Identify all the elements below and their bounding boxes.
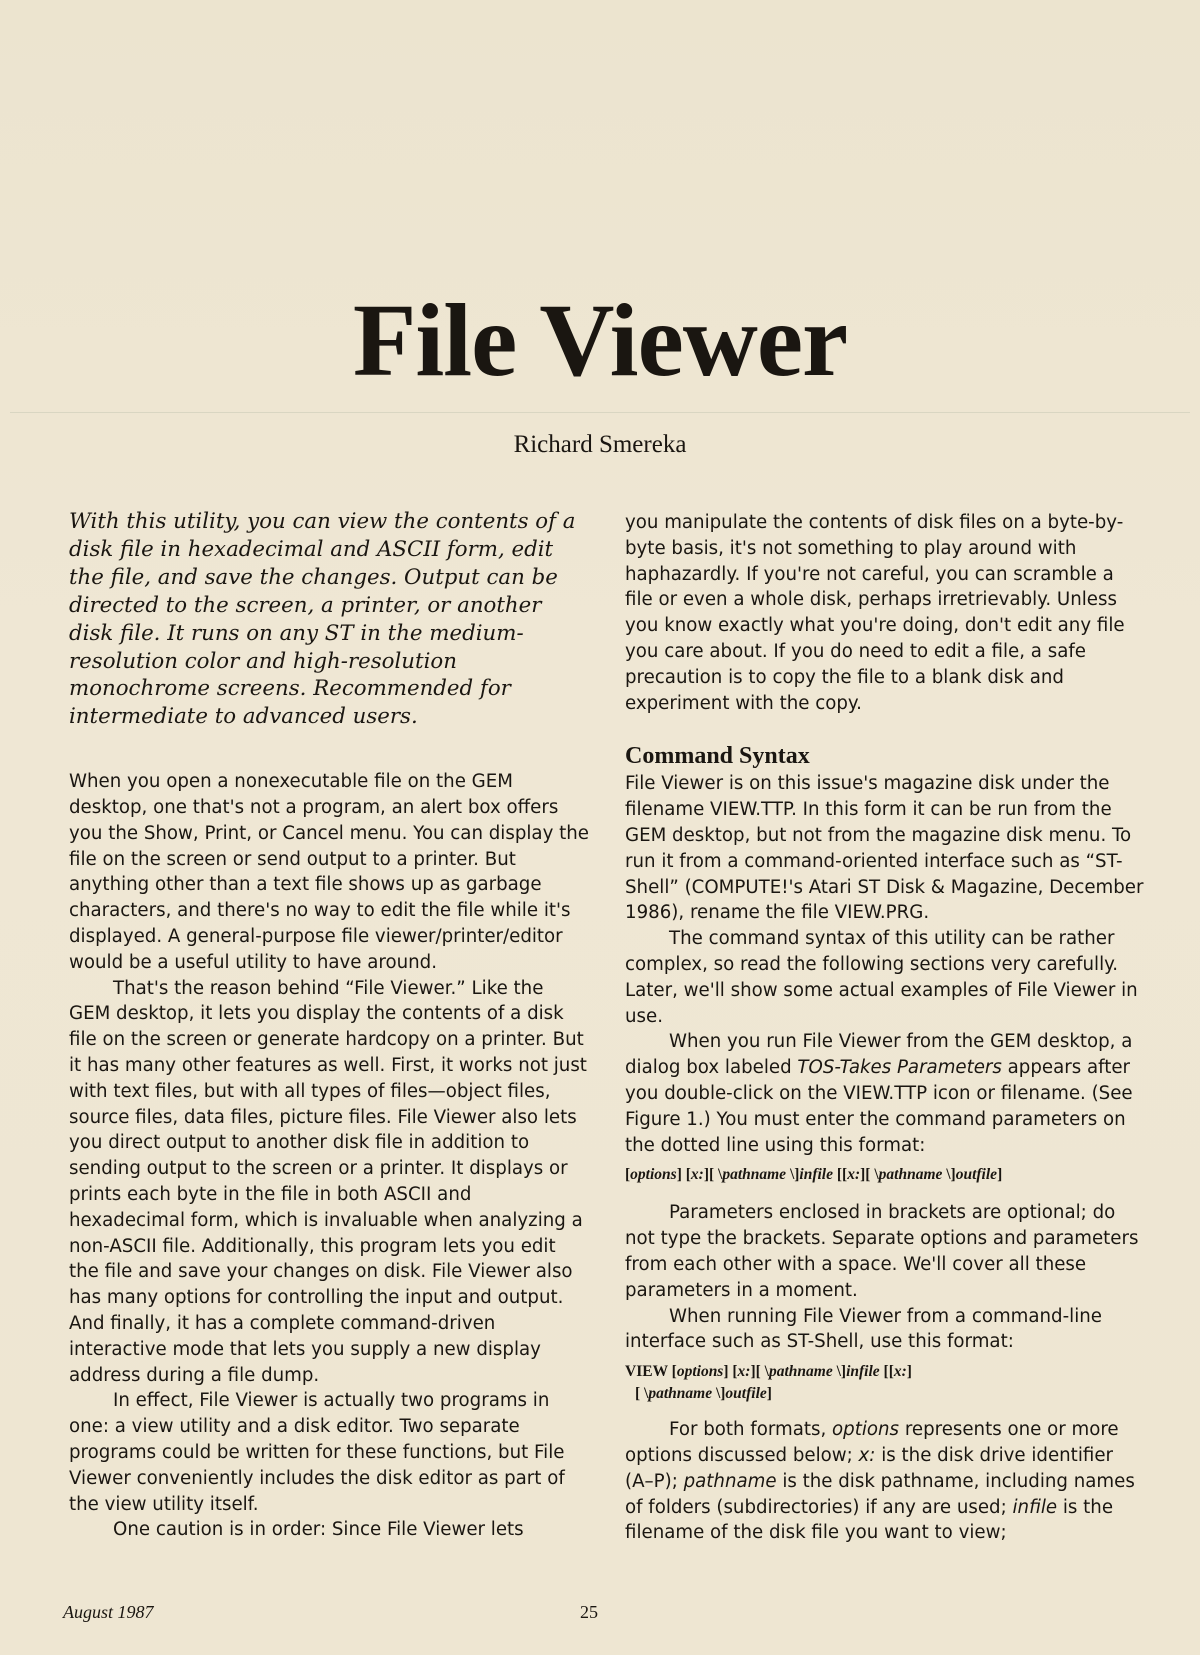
syntax-shell-format: VIEW [options] [x:][ \pathname \]infile [[x:] [ \pathname \]outfile] <box>625 1363 912 1403</box>
body-paragraph: When you run File Viewer from the GEM desktop, a dialog box labeled TOS-Takes Parameters appears after you double-click on the VIEW.TTP icon or filename. (See Figure 1.) You must enter the command parameters on the dotted line using this format: <box>625 1031 1133 1156</box>
body-paragraph: For both formats, options represents one or more options discussed below; x: is the disk drive identifier (A–P); pathname is the disk pathname, including names of folders (subdirectories) if any are used; infile is the filename of the disk file you want to view; <box>625 1419 1135 1544</box>
body-paragraph: In effect, File Viewer is actually two programs in one: a view utility and a disk editor. Two separate programs could be written for these functions, but File Viewer conveniently includes the disk editor as part of the view utility itself. <box>69 1390 565 1515</box>
left-column <box>69 508 589 1543</box>
syntax-gem-format: [options] [x:][ \pathname \]infile [[x:][ \pathname \]outfile] <box>625 1166 1003 1184</box>
body-paragraph: Parameters enclosed in brackets are optional; do not type the brackets. Separate options and parameters from each other with a space. We'll cover all these parameters in a moment. <box>625 1202 1139 1301</box>
body-paragraph: One caution is in order: Since File Viewer lets <box>113 1519 524 1541</box>
body-paragraph: The command syntax of this utility can be rather complex, so read the following sections very carefully. Later, we'll show some actual examples of File Viewer in use. <box>625 928 1138 1027</box>
dialog-name: TOS-Takes Parameters <box>797 1057 1002 1079</box>
body-paragraph: When you open a nonexecutable file on the GEM desktop, one that's not a program, an alert box offers you the Show, Print, or Cancel menu. You can display the file on the screen or send output to a printer. But anything other than a text file shows up as garbage characters, and there's no way to edit the file while it's displayed. A general-purpose file viewer/printer/editor would be a useful utility to have around. <box>69 771 589 973</box>
issue-date: August 1987 <box>63 1602 154 1622</box>
body-paragraph: File Viewer is on this issue's magazine disk under the filename VIEW.TTP. In this form it can be run from the GEM desktop, but not from the magazine disk menu. To run it from a command-oriented interface such as “ST-Shell” (COMPUTE!'s Atari ST Disk & Magazine, December 1986), rename the file VIEW.PRG. <box>625 773 1144 924</box>
body-paragraph: you manipulate the contents of disk files on a byte-by-byte basis, it's not something to play around with haphazardly. If you're not careful, you can scramble a file or even a whole disk, perhaps irretrievably. Unless you know exactly what you're doing, don't edit any file you care about. If you do need to edit a file, a safe precaution is to copy the file to a blank disk and experiment with the copy. <box>625 512 1125 714</box>
right-column <box>625 510 1145 1546</box>
title-rule <box>10 412 1190 413</box>
article-author: Richard Smereka <box>513 431 687 458</box>
section-heading: Command Syntax <box>625 743 810 770</box>
page-number: 25 <box>580 1602 598 1622</box>
body-paragraph: That's the reason behind “File Viewer.” Like the GEM desktop, it lets you display the contents of a disk file on the screen or generate hardcopy on a printer. But it has many other features as well. First, it works not just with text files, but with all types of files—object files, source files, data files, picture files. File Viewer also lets you direct output to another disk file in addition to sending output to the screen or a printer. It displays or prints each byte in the file in both ASCII and hexadecimal form, which is invaluable when analyzing a non-ASCII file. Additionally, this program lets you edit the file and save your changes on disk. File Viewer also has many options for controlling the input and output. And finally, it has a complete command-driven interactive mode that lets you supply a new display address during a file dump. <box>69 977 587 1386</box>
intro-blurb: With this utility, you can view the contents of a disk file in hexadecimal and ASCII form, edit the file, and save the changes. Output can be directed to the screen, a printer, or another disk file. It runs on any ST in the medium-resolution color and high-resolution monochrome screens. Recommended for intermediate to advanced users. <box>69 509 576 730</box>
article-title: File Viewer <box>352 283 848 398</box>
body-paragraph: When running File Viewer from a command-line interface such as ST-Shell, use this format: <box>625 1305 1102 1353</box>
